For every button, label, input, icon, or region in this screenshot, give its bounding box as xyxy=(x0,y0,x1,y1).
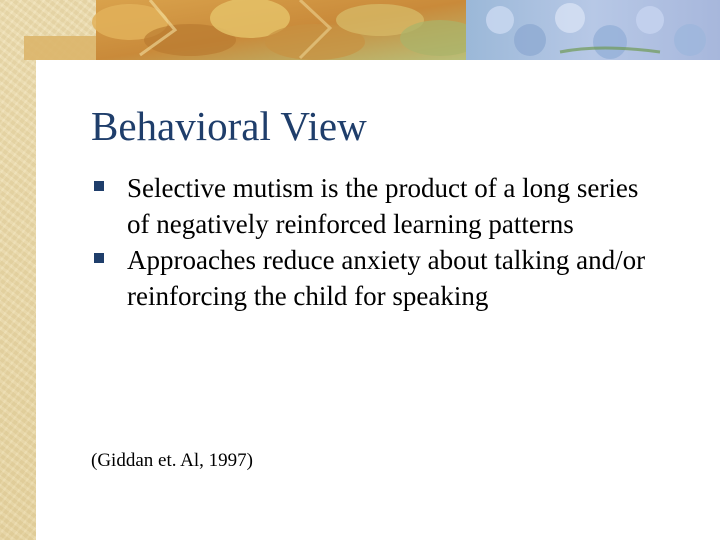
citation: (Giddan et. Al, 1997) xyxy=(91,450,254,471)
autumn-leaves-image xyxy=(92,0,480,60)
bullet-list xyxy=(93,170,693,314)
square-bullet-icon xyxy=(94,181,104,191)
slide-title: Behavioral View xyxy=(91,103,367,149)
bullet-text: Approaches reduce anxiety about talking and/or reinforcing the child for speaking xyxy=(127,245,646,311)
bullet-text: Selective mutism is the product of a long series of negatively reinforced learning patterns xyxy=(127,173,639,239)
square-bullet-icon xyxy=(94,253,104,263)
blue-hydrangea-image xyxy=(466,0,720,60)
bullet-item xyxy=(93,242,693,314)
decorative-banner xyxy=(0,0,720,60)
banner-image xyxy=(0,0,720,60)
bullet-item xyxy=(93,170,693,242)
